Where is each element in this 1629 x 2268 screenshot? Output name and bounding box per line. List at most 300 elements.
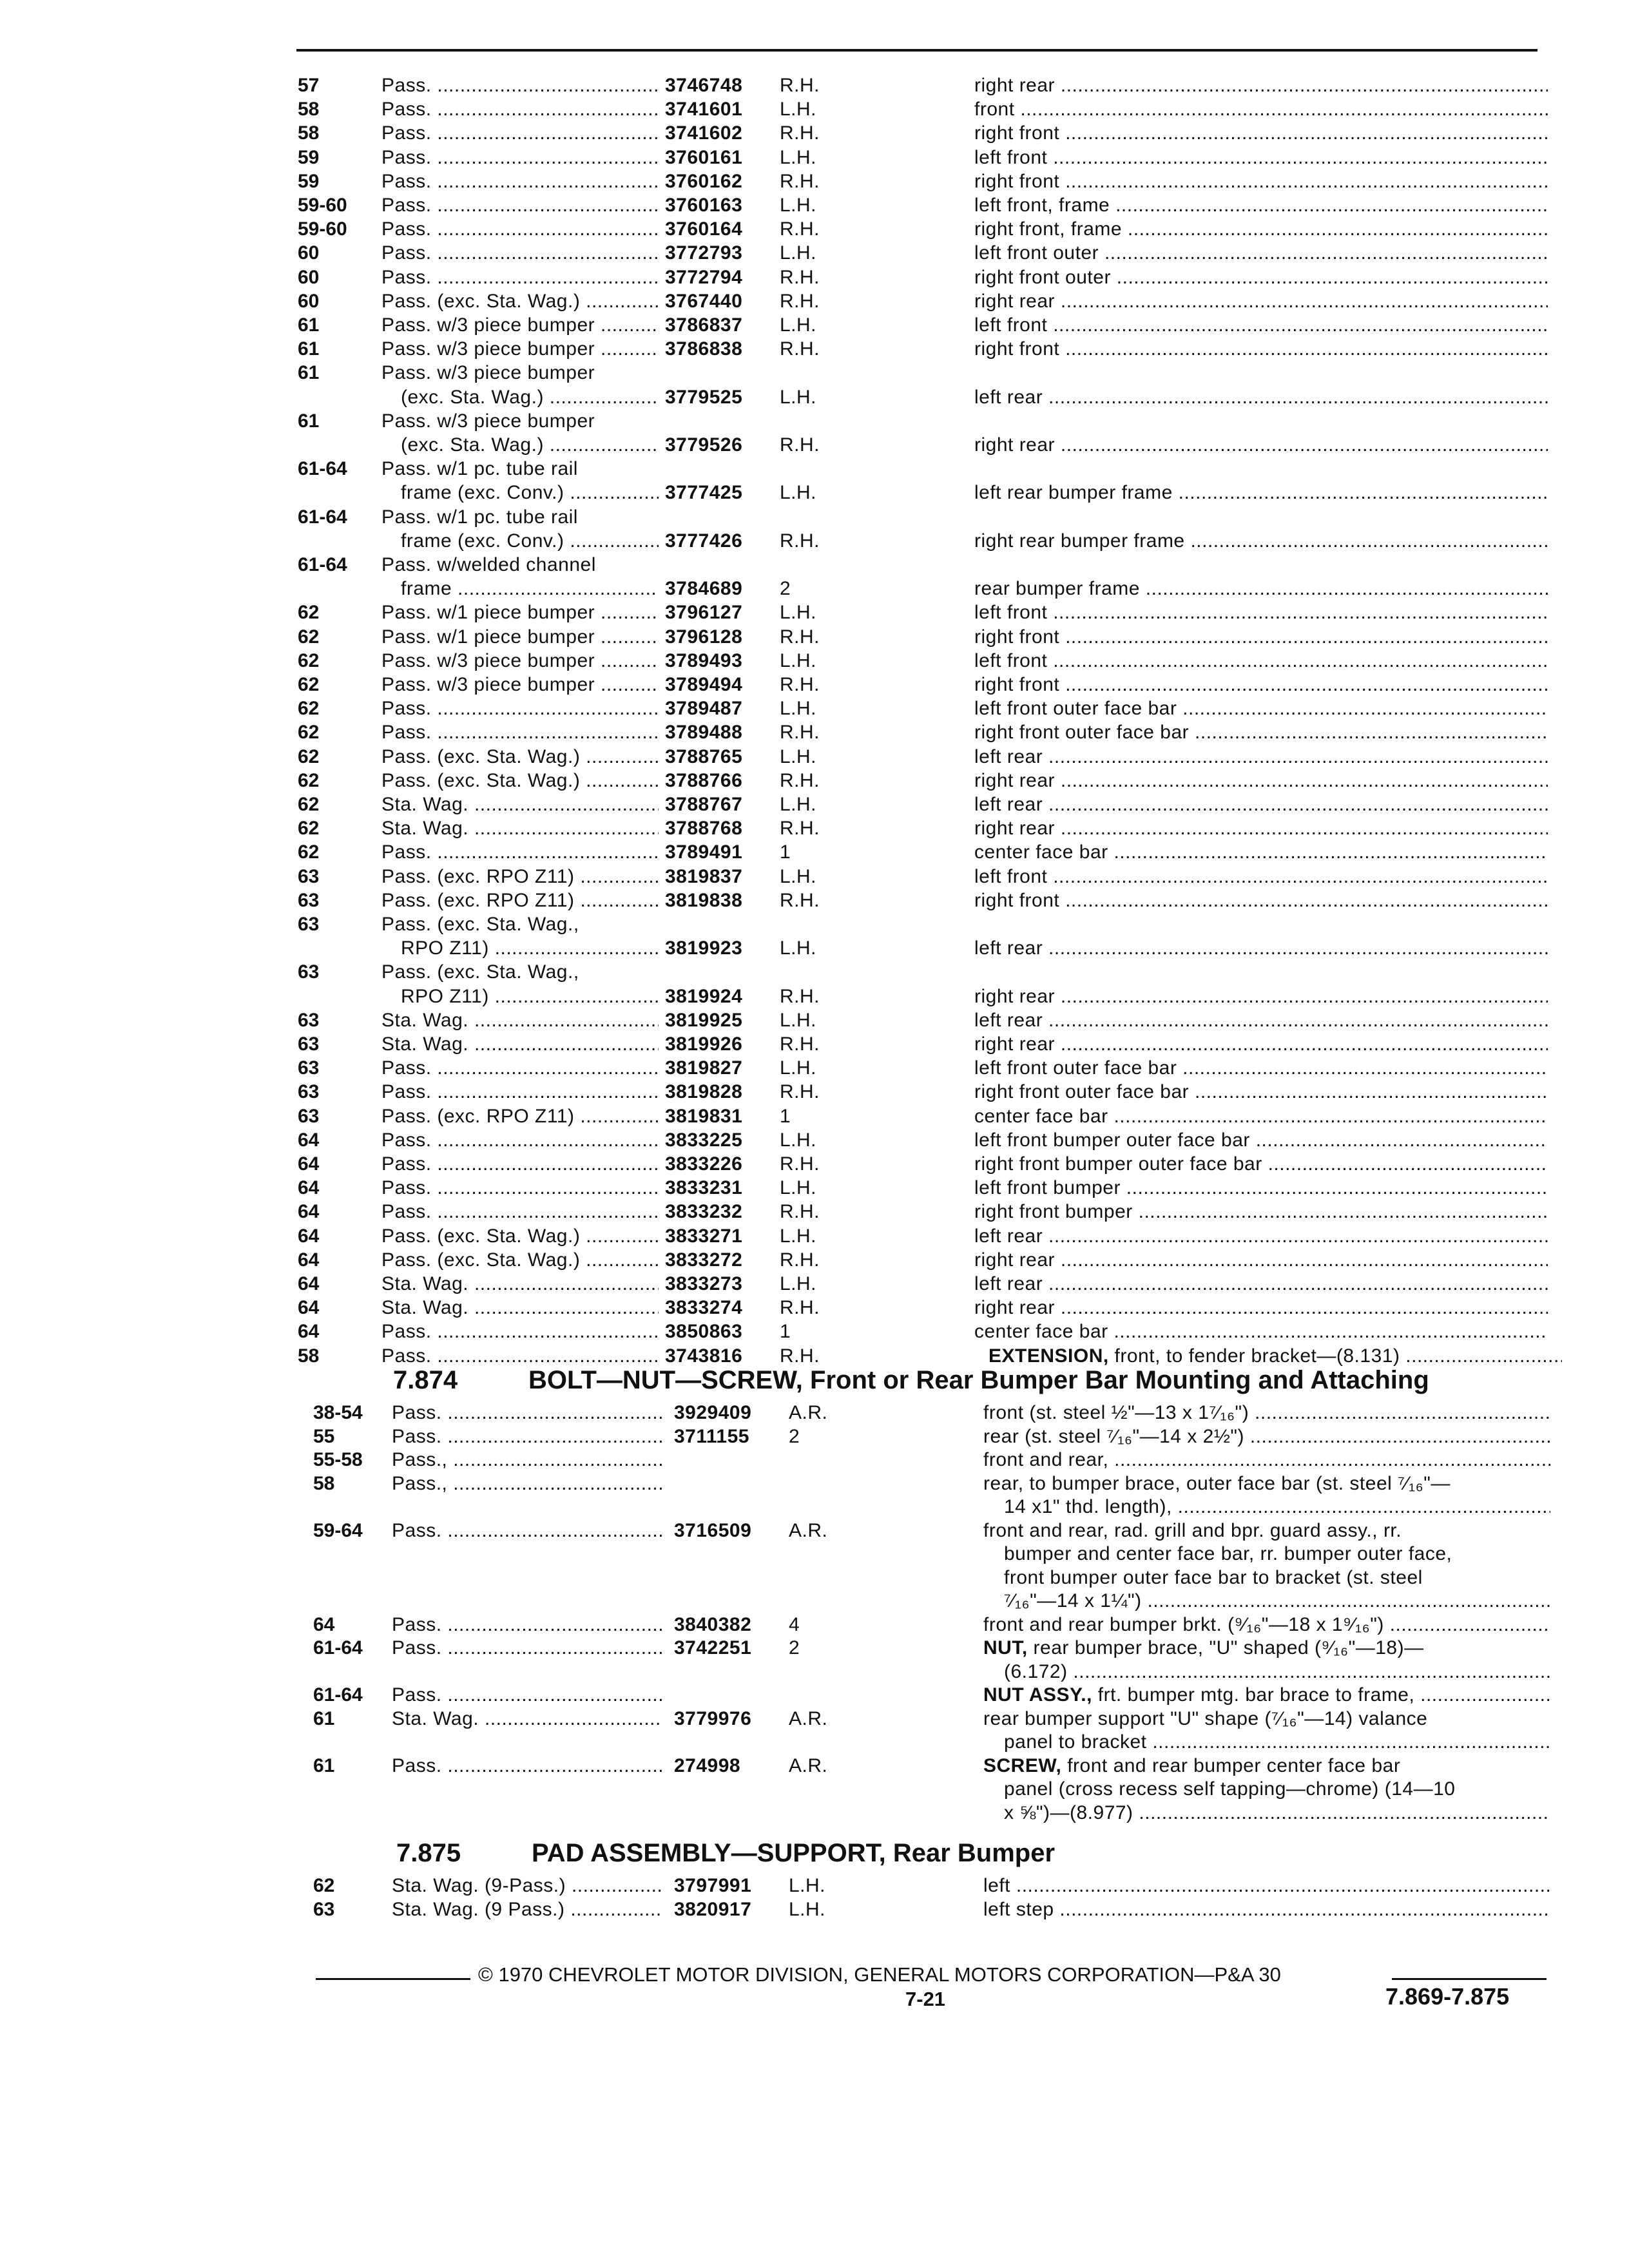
row-description-text: right rear (974, 1033, 1055, 1055)
row-model: Pass. w/1 piece bumper ..... (381, 625, 659, 649)
row-description (974, 1320, 1548, 1343)
table-row (298, 816, 1554, 840)
row-model: Pass. ..... (392, 1401, 662, 1425)
row-part-number: 3779525 (665, 386, 743, 408)
table-row (313, 1874, 1557, 1898)
row-description (974, 1176, 1548, 1200)
row-description-text: left rear (974, 745, 1043, 767)
footer-rule-right (1392, 1978, 1547, 1980)
row-part-number: 3779976 (674, 1707, 752, 1729)
row-year: 59-64 (313, 1519, 363, 1541)
row-quantity: A.R. (789, 1519, 828, 1541)
row-quantity: L.H. (780, 1009, 817, 1031)
table-row (298, 193, 1554, 217)
row-year: 64 (298, 1249, 320, 1271)
footer-page-number: 7-21 (905, 1988, 946, 2010)
row-description-line (1004, 1777, 1550, 1801)
row-description-text: right front (974, 170, 1060, 192)
row-description (974, 1248, 1548, 1272)
row-year: 60 (298, 266, 320, 288)
row-description-text: front and rear bumper center face bar (1067, 1754, 1401, 1776)
row-model-line2: RPO Z11) ..... (401, 936, 659, 960)
row-description (974, 169, 1548, 193)
row-description-text: left rear bumper frame (974, 482, 1173, 504)
row-part-number: 274998 (674, 1754, 741, 1776)
section-875-title-rest: Rear Bumper (892, 1839, 1055, 1867)
row-part-number: 3819838 (665, 889, 743, 911)
table-row (313, 1707, 1557, 1754)
table-row (298, 169, 1554, 193)
row-model: Pass. ..... (381, 1320, 659, 1343)
row-quantity: 1 (780, 1105, 791, 1127)
row-part-number: 3788768 (665, 818, 743, 840)
row-description (974, 1080, 1548, 1104)
row-year: 62 (298, 745, 320, 767)
row-year: 61-64 (298, 458, 347, 480)
row-year: 62 (298, 649, 320, 671)
row-part-number: 3786838 (665, 338, 743, 360)
row-description (974, 1104, 1548, 1128)
row-description-text: rear bumper frame (974, 578, 1140, 600)
table-row (298, 97, 1554, 121)
row-description-line (1004, 1730, 1550, 1754)
row-description-text: left front (974, 649, 1048, 671)
row-description (974, 433, 1548, 457)
row-model: Pass. ..... (392, 1754, 662, 1778)
row-description-text: right front (974, 674, 1060, 695)
row-description-text: front and rear, (983, 1449, 1109, 1470)
row-model: Pass. ..... (381, 1152, 659, 1176)
row-description-text: rear (st. steel ⁷⁄₁₆"—14 x 2½") (983, 1425, 1245, 1447)
row-quantity: R.H. (780, 530, 820, 552)
row-part-number: 3789487 (665, 698, 743, 720)
row-part-number: 3819828 (665, 1081, 743, 1103)
table-row (298, 673, 1554, 697)
row-part-number: 3741602 (665, 122, 743, 144)
row-model-line2: frame ..... (401, 577, 659, 601)
row-description (974, 769, 1548, 793)
row-description (974, 241, 1548, 265)
table-row (313, 1754, 1557, 1825)
row-description-text: left front (974, 865, 1048, 887)
row-model-line1: Pass. (exc. Sta. Wag., (381, 961, 579, 983)
row-year: 61-64 (298, 554, 347, 575)
row-model-line2: (exc. Sta. Wag.) ..... (401, 433, 659, 457)
row-quantity: R.H. (780, 985, 820, 1007)
row-description (974, 673, 1548, 697)
row-model: Pass. ..... (392, 1636, 662, 1660)
row-quantity: R.H. (780, 769, 820, 791)
row-part-number: 3833271 (665, 1225, 743, 1247)
row-description-lead: NUT, (983, 1637, 1028, 1658)
row-year: 58 (298, 99, 320, 120)
row-part-number: 3819837 (665, 865, 743, 887)
row-model: Pass. ..... (381, 97, 659, 121)
row-quantity: L.H. (780, 314, 817, 336)
row-description (974, 97, 1548, 121)
row-model: Sta. Wag. ..... (381, 1032, 659, 1056)
row-description-text: 14 x1" thd. length), (1004, 1496, 1172, 1517)
row-year: 58 (313, 1472, 335, 1494)
row-quantity: 2 (780, 578, 791, 600)
row-part-number: 3743816 (665, 1345, 743, 1367)
table-row (298, 457, 1554, 504)
section-875-number: 7.875 (396, 1839, 461, 1867)
row-description-text: left rear (974, 937, 1043, 959)
row-description-line (983, 1683, 1550, 1707)
row-part-number: 3850863 (665, 1321, 743, 1343)
table-row (298, 1272, 1554, 1296)
row-description-line (1004, 1660, 1550, 1684)
row-year: 61 (313, 1707, 335, 1729)
row-description (974, 1032, 1548, 1056)
row-description-text: right rear (974, 985, 1055, 1007)
row-year: 63 (298, 961, 320, 983)
table-row (298, 865, 1554, 889)
row-year: 59 (298, 146, 320, 168)
row-quantity: R.H. (780, 75, 820, 96)
row-model: Pass. ..... (381, 1128, 659, 1152)
row-description-line (1004, 1801, 1550, 1825)
row-model: Pass., ..... (392, 1448, 662, 1472)
row-model: Pass. ..... (381, 265, 659, 289)
table-row (298, 121, 1554, 145)
row-description-text: right front bumper (974, 1201, 1133, 1223)
row-quantity: 2 (789, 1637, 800, 1658)
footer-rule-left (316, 1978, 470, 1980)
row-part-number: 3833273 (665, 1273, 743, 1294)
row-year: 58 (298, 122, 320, 144)
row-description (974, 1008, 1548, 1032)
row-description-text: right front (974, 122, 1060, 144)
row-description (974, 720, 1548, 744)
row-description-line (1004, 1495, 1550, 1519)
row-year: 61-64 (298, 506, 347, 528)
row-part-number: 3760164 (665, 218, 743, 240)
row-quantity: R.H. (780, 266, 820, 288)
row-description (974, 1056, 1548, 1080)
row-year: 63 (298, 914, 320, 935)
row-year: 62 (298, 818, 320, 840)
table-row (313, 1401, 1557, 1425)
row-description (974, 1128, 1548, 1152)
row-description-text: right front (974, 338, 1060, 360)
row-description-text: left front outer face bar (974, 698, 1177, 720)
table-row (298, 1128, 1554, 1152)
row-year: 63 (298, 1057, 320, 1079)
row-description (974, 1224, 1548, 1248)
row-model: Pass. ..... (381, 697, 659, 720)
table-row (298, 553, 1554, 600)
row-year: 64 (298, 1153, 320, 1175)
row-quantity: 2 (789, 1425, 800, 1447)
row-year: 64 (298, 1225, 320, 1247)
row-quantity: L.H. (780, 195, 817, 216)
row-quantity: A.R. (789, 1754, 828, 1776)
row-part-number: 3819831 (665, 1105, 743, 1127)
row-description-line (1004, 1589, 1550, 1613)
table-row (313, 1519, 1557, 1613)
row-description (974, 289, 1548, 313)
row-year: 58 (298, 1345, 320, 1367)
row-model-line1: Pass. w/3 piece bumper (381, 362, 595, 384)
row-model: Sta. Wag. ..... (381, 816, 659, 840)
row-quantity: R.H. (780, 1297, 820, 1319)
row-description (974, 1152, 1548, 1176)
row-description-text: center face bar (974, 1321, 1108, 1343)
row-description-text: right rear (974, 818, 1055, 840)
table-row (298, 337, 1554, 361)
row-description-text: left front bumper outer face bar (974, 1129, 1250, 1151)
row-quantity: R.H. (780, 290, 820, 312)
row-quantity: R.H. (780, 1033, 820, 1055)
row-model: Sta. Wag. ..... (381, 1272, 659, 1296)
row-quantity: L.H. (780, 937, 817, 959)
row-year: 59-60 (298, 195, 347, 216)
row-description-text: front and rear, rad. grill and bpr. guard assy., rr. (983, 1519, 1402, 1541)
row-year: 64 (298, 1273, 320, 1294)
row-description-line (983, 1707, 1550, 1731)
row-model: Pass. ..... (381, 1200, 659, 1224)
row-description-text: right rear (974, 75, 1055, 96)
row-year: 63 (298, 1105, 320, 1127)
row-quantity: R.H. (780, 722, 820, 744)
row-description-text: left front (974, 314, 1048, 336)
row-model: Pass. ..... (381, 720, 659, 744)
row-description-text: left rear (974, 1009, 1043, 1031)
row-part-number: 3789494 (665, 674, 743, 695)
row-description-line (1004, 1542, 1550, 1566)
row-model: Pass. w/3 piece bumper ..... (381, 673, 659, 697)
row-quantity: R.H. (780, 1153, 820, 1175)
table-row (298, 265, 1554, 289)
row-part-number: 3819926 (665, 1033, 743, 1055)
footer-section-range: 7.869-7.875 (1385, 1983, 1510, 2010)
table-row (313, 1448, 1557, 1472)
row-quantity: L.H. (780, 794, 817, 815)
row-part-number: 3797991 (674, 1875, 752, 1896)
section-875-title-bold: PAD ASSEMBLY—SUPPORT, (532, 1839, 886, 1867)
row-model-line1: Pass. w/3 piece bumper (381, 410, 595, 432)
row-description-text: front, to fender bracket—(8.131) (1114, 1345, 1400, 1367)
row-description-line (983, 1472, 1550, 1495)
row-description (974, 313, 1548, 337)
row-description-text: right front, frame (974, 218, 1123, 240)
row-description-text: center face bar (974, 841, 1108, 863)
row-description-line (983, 1401, 1550, 1425)
row-part-number: 3760163 (665, 195, 743, 216)
row-description (974, 217, 1548, 241)
table-row (313, 1472, 1557, 1519)
row-model: Pass. ..... (392, 1425, 662, 1448)
table-row (298, 241, 1554, 265)
row-description-text: left front (974, 146, 1048, 168)
row-description (974, 146, 1548, 169)
row-quantity: 1 (780, 841, 791, 863)
row-description (974, 481, 1548, 505)
row-description (974, 1272, 1548, 1296)
row-part-number: 3711155 (674, 1425, 749, 1447)
table-row (298, 409, 1554, 456)
row-model-line1: Pass. w/1 pc. tube rail (381, 506, 578, 528)
row-part-number: 3788765 (665, 745, 743, 767)
row-year: 62 (298, 794, 320, 815)
row-model: Pass. ..... (392, 1683, 662, 1707)
row-description (974, 745, 1548, 769)
row-part-number: 3833272 (665, 1249, 743, 1271)
row-model: Pass. ..... (392, 1519, 662, 1542)
row-description-text: right front outer face bar (974, 722, 1190, 744)
table-row (298, 1080, 1554, 1104)
table-row (298, 889, 1554, 912)
table-row (298, 1224, 1554, 1248)
row-description-text: right front outer (974, 266, 1111, 288)
row-description-text: right rear bumper frame (974, 530, 1185, 552)
row-description-text: rear bumper support "U" shape (⁷⁄₁₆"—14) valance (983, 1707, 1428, 1729)
table-row (298, 1104, 1554, 1128)
row-quantity: L.H. (780, 482, 817, 504)
row-description-text: x ⅝")—(8.977) (1004, 1802, 1133, 1823)
row-quantity: L.H. (780, 242, 817, 264)
row-part-number: 3784689 (665, 578, 743, 600)
row-year: 63 (298, 1009, 320, 1031)
table-row (298, 1176, 1554, 1200)
row-description-text: right rear (974, 769, 1055, 791)
row-description-text: right rear (974, 290, 1055, 312)
row-model: Pass. w/3 piece bumper ..... (381, 649, 659, 673)
table-row (298, 73, 1554, 97)
row-quantity: R.H. (780, 1345, 820, 1367)
row-model: Pass. ..... (381, 1080, 659, 1104)
row-quantity: R.H. (780, 626, 820, 648)
row-description-text: left front outer (974, 242, 1099, 264)
table-row (298, 769, 1554, 793)
row-model: Sta. Wag. ..... (381, 1296, 659, 1320)
row-quantity: R.H. (780, 1201, 820, 1223)
row-part-number: 3833232 (665, 1201, 743, 1223)
section-874-title-bold: BOLT—NUT—SCREW, (528, 1366, 803, 1394)
row-model-line2: RPO Z11) ..... (401, 985, 659, 1008)
row-year: 62 (313, 1875, 335, 1896)
table-row (298, 217, 1554, 241)
row-description-line (983, 1519, 1550, 1542)
row-description-text: front bumper outer face bar to bracket (st. steel (1004, 1566, 1423, 1588)
table-row (298, 745, 1554, 769)
row-part-number: 3819924 (665, 985, 743, 1007)
row-quantity: R.H. (780, 338, 820, 360)
row-description-text: right front (974, 889, 1060, 911)
table-row (298, 840, 1554, 864)
row-model: Pass. ..... (381, 1344, 659, 1368)
row-year: 62 (298, 602, 320, 624)
table-row (298, 960, 1554, 1007)
row-year: 64 (298, 1321, 320, 1343)
table-row (298, 289, 1554, 313)
row-description-text: left rear (974, 1225, 1043, 1247)
row-year: 64 (298, 1201, 320, 1223)
row-part-number: 3741601 (665, 99, 743, 120)
row-description-text: right rear (974, 1297, 1055, 1319)
table-row (298, 625, 1554, 649)
row-description-text: rear bumper brace, "U" shaped (⁹⁄₁₆"—18)— (1033, 1637, 1424, 1658)
row-part-number: 3789493 (665, 649, 743, 671)
section-875-heading (396, 1838, 1055, 1869)
row-description-text: left front (974, 602, 1048, 624)
row-year: 55-58 (313, 1449, 363, 1470)
row-model: Pass. ..... (381, 840, 659, 864)
table-row (298, 361, 1554, 408)
row-description (974, 385, 1548, 409)
table-row (298, 793, 1554, 816)
row-year: 62 (298, 769, 320, 791)
row-year: 60 (298, 290, 320, 312)
row-description (974, 265, 1548, 289)
row-part-number: 3796128 (665, 626, 743, 648)
row-model: Pass. (exc. Sta. Wag.) ..... (381, 1224, 659, 1248)
row-model: Pass. ..... (381, 121, 659, 145)
row-description-text: left rear (974, 386, 1043, 408)
row-model: Pass. w/3 piece bumper ..... (381, 337, 659, 361)
row-part-number: 3760161 (665, 146, 743, 168)
row-model: Pass. (exc. RPO Z11) ..... (381, 889, 659, 912)
row-year: 38-54 (313, 1402, 363, 1423)
table-row (298, 1296, 1554, 1320)
row-description-text: right front bumper outer face bar (974, 1153, 1262, 1175)
row-year: 64 (298, 1129, 320, 1151)
row-quantity: L.H. (789, 1899, 826, 1921)
row-quantity: L.H. (780, 386, 817, 408)
row-year: 62 (298, 674, 320, 695)
row-part-number: 3716509 (674, 1519, 752, 1541)
row-description-text: front (974, 99, 1015, 120)
row-model: Pass. ..... (381, 1176, 659, 1200)
row-description-text: ⁷⁄₁₆"—14 x 1¼") (1004, 1590, 1142, 1611)
row-description (974, 697, 1548, 720)
row-quantity: L.H. (780, 1057, 817, 1079)
section-874-heading (393, 1365, 1429, 1396)
row-quantity: R.H. (780, 1249, 820, 1271)
table-row (298, 1200, 1554, 1224)
row-part-number: 3779526 (665, 434, 743, 456)
row-quantity: L.H. (780, 1129, 817, 1151)
row-description-text: right front outer face bar (974, 1081, 1190, 1103)
table-row (298, 912, 1554, 959)
row-model: Sta. Wag. (9 Pass.) ..... (392, 1898, 662, 1921)
row-quantity: L.H. (780, 649, 817, 671)
row-description (974, 793, 1548, 816)
row-description-line (983, 1636, 1550, 1660)
row-quantity: R.H. (780, 434, 820, 456)
row-year: 59-60 (298, 218, 347, 240)
row-year: 63 (298, 1033, 320, 1055)
row-description-text: (6.172) (1004, 1660, 1068, 1682)
row-quantity: R.H. (780, 818, 820, 840)
row-model: Sta. Wag. ..... (381, 793, 659, 816)
row-model: Pass. ..... (381, 73, 659, 97)
row-part-number: 3789488 (665, 722, 743, 744)
row-model: Sta. Wag. ..... (392, 1707, 662, 1731)
row-description-text: left front bumper (974, 1177, 1121, 1199)
row-description (974, 816, 1548, 840)
row-model-line1: Pass. (exc. Sta. Wag., (381, 914, 579, 935)
row-description (974, 601, 1548, 624)
row-model: Pass. (exc. Sta. Wag.) ..... (381, 1248, 659, 1272)
table-row (313, 1683, 1557, 1707)
row-description-line (983, 1754, 1550, 1778)
row-year: 61-64 (313, 1637, 363, 1658)
table-row (298, 1152, 1554, 1176)
row-part-number: 3789491 (665, 841, 743, 863)
